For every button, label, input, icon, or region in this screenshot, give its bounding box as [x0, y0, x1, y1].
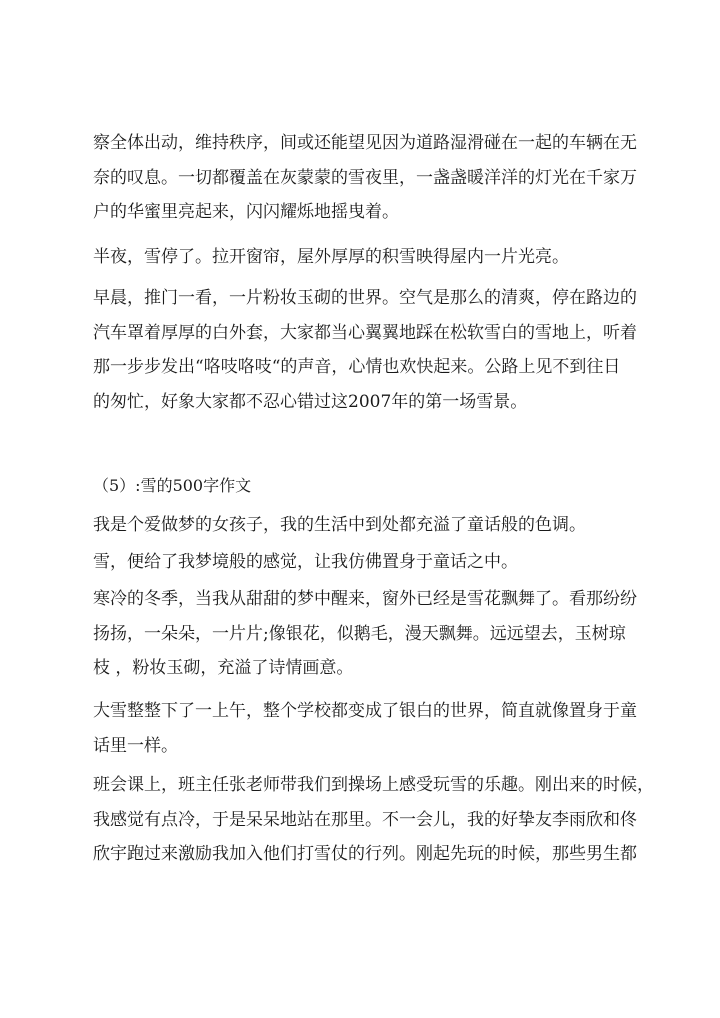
- text-line: 我感觉有点冷，于是呆呆地站在那里。不一会儿，我的好挚友李雨欣和佟: [93, 809, 637, 830]
- heading-text: （5）:雪的500字作文: [93, 476, 252, 495]
- text-line: 班会课上，班主任张老师带我们到操场上感受玩雪的乐趣。刚出来的时候，: [93, 775, 654, 795]
- paragraph-midnight: [93, 240, 638, 275]
- text-line: 大雪整整下了一上午，整个学校都变成了银白的世界，简直就像置身于童: [93, 701, 637, 721]
- paragraph-winter: [93, 582, 638, 686]
- paragraph-school: [93, 694, 638, 763]
- text-line: 枝 ，粉妆玉砌，充溢了诗情画意。: [93, 658, 354, 678]
- text-line: 欣宇跑过来激励我加入他们打雪仗的行列。刚起先玩的时候，那些男生都: [93, 844, 637, 864]
- text-line: 雪，便给了我梦境般的感觉，让我仿佛置身于童话之中。: [93, 552, 518, 572]
- text-line: 话里一样。: [93, 735, 178, 756]
- text-line: 半夜，雪停了。拉开窗帘，屋外厚厚的积雪映得屋内一片光亮。: [93, 247, 569, 267]
- text-line: 察全体出动，维持秩序，间或还能望见因为道路湿滑碰在一起的车辆在无: [93, 133, 637, 153]
- paragraph-morning: [93, 281, 638, 419]
- text-line: 的匆忙，好象大家都不忍心错过这2007年的第一场雪景。: [93, 391, 528, 412]
- text-line: 我是个爱做梦的女孩子，我的生活中到处都充溢了童话般的色调。: [93, 515, 586, 535]
- text-line: 奈的叹息。一切都覆盖在灰蒙蒙的雪夜里，一盏盏暖洋洋的灯光在千家万: [93, 167, 637, 188]
- section-heading: [93, 469, 638, 504]
- paragraph-traffic-night: [93, 126, 638, 230]
- text-line: 户的华蜜里亮起来，闪闪耀烁地摇曳着。: [93, 202, 399, 222]
- paragraph-dream-girl: [93, 508, 638, 543]
- text-line: 早晨，推门一看，一片粉妆玉砌的世界。空气是那么的清爽，停在路边的: [93, 288, 637, 308]
- text-line: 汽车罩着厚厚的白外套，大家都当心翼翼地踩在松软雪白的雪地上，听着: [93, 322, 637, 343]
- paragraph-class-meeting: [93, 768, 654, 872]
- text-line: 扬扬，一朵朵，一片片;像银花，似鹅毛，漫天飘舞。远远望去，玉树琼: [93, 623, 626, 644]
- text-line: 那一步步发出“咯吱咯吱“的声音，心情也欢快起来。公路上见不到往日: [93, 357, 621, 377]
- paragraph-dream-feeling: [93, 545, 638, 580]
- text-line: 寒冷的冬季，当我从甜甜的梦中醒来，窗外已经是雪花飘舞了。看那纷纷: [93, 589, 637, 609]
